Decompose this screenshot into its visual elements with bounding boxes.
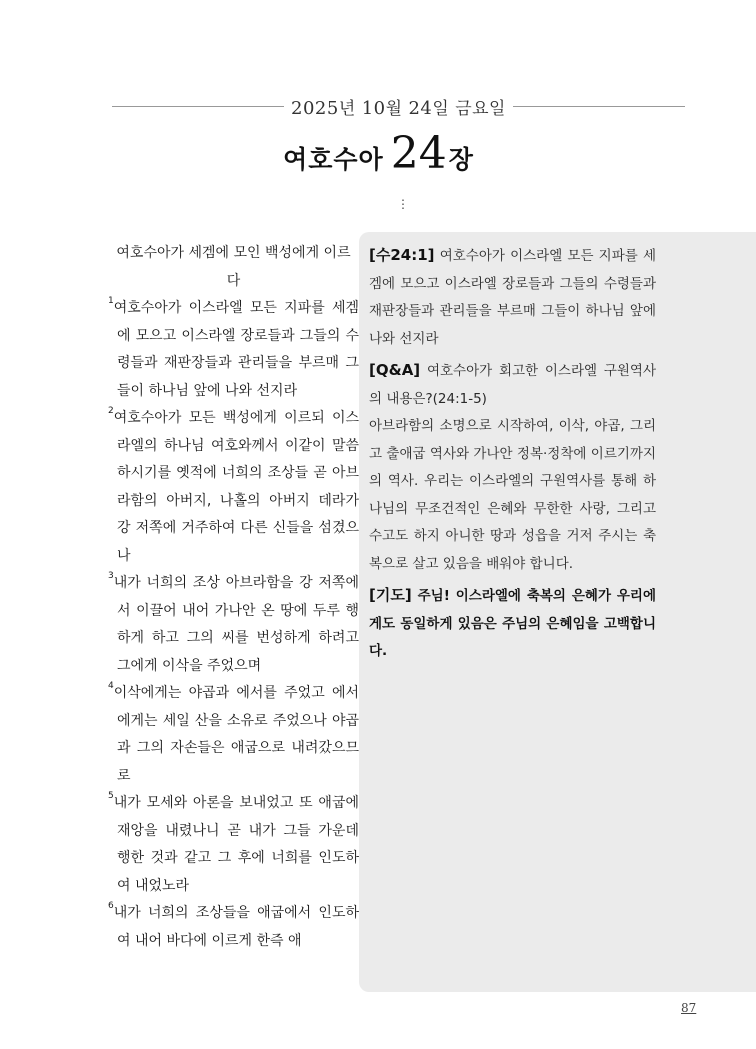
date-text: 2025년 10월 24일 금요일 bbox=[291, 98, 506, 119]
section-heading: 여호수아가 세겜에 모인 백성에게 이르다 bbox=[116, 245, 351, 289]
date-header bbox=[112, 94, 685, 118]
chapter-number: 24 bbox=[390, 128, 447, 179]
prayer-section bbox=[369, 582, 656, 666]
memory-verse-text: 여호수아가 이스라엘 모든 지파를 세겜에 모으고 이스라엘 장로들과 그들의 수령들과 재판장들과 관리들을 부르매 그들이 하나님 앞에 나와 선지라 bbox=[369, 248, 657, 347]
qa-answer: 아브라함의 소명으로 시작하여, 이삭, 야곱, 그리고 출애굽 역사와 가나안 정복·정착에 이르기까지의 역사. 우리는 이스라엘의 구원역사를 통해 하나님의 무조건적인 은혜와 무한한 사랑, 그리고 수고도 하지 아니한 땅과 성읍을 거저 주시는 축복으로 살고 있음을 배워야 합니다. bbox=[369, 418, 656, 572]
qa-question: 여호수아가 회고한 이스라엘 구원역사의 내용은?(24:1-5) bbox=[369, 363, 656, 407]
page-title bbox=[0, 128, 756, 179]
memory-verse-tag: [수24:1] bbox=[369, 246, 435, 264]
verse: $^2$여호수아가 모든 백성에게 이르되 이스라엘의 하나님 여호와께서 이같이 말씀하시기를 옛적에 너희의 조상들 곧 아브라함의 아버지, 나홀의 아버지 데라가 강 저쪽에 거주하여 다른 신들을 섬겼으나 bbox=[108, 406, 359, 564]
qa-tag: [Q&A] bbox=[369, 361, 421, 379]
verse: $^6$내가 너희의 조상들을 애굽에서 인도하여 내어 바다에 이르게 한즉 애 bbox=[108, 901, 359, 949]
book-name: 여호수아 bbox=[283, 145, 384, 174]
prayer-text: 주님! 이스라엘에 축복의 은혜가 우리에게도 동일하게 있음은 주님의 은혜임을 고백합니다. bbox=[369, 588, 656, 659]
verse: $^4$이삭에게는 야곱과 에서를 주었고 에서에게는 세일 산을 소유로 주었으나 야곱과 그의 자손들은 애굽으로 내려갔으므로 bbox=[108, 681, 359, 784]
devotion-panel bbox=[359, 232, 756, 992]
scripture-column bbox=[108, 240, 359, 955]
verse: $^1$여호수아가 이스라엘 모든 지파를 세겜에 모으고 이스라엘 장로들과 그들의 수령들과 재판장들과 관리들을 부르매 그들이 하나님 앞에 나와 선지라 bbox=[108, 296, 359, 399]
memory-verse bbox=[369, 242, 656, 353]
page-number: 87 bbox=[681, 1001, 697, 1015]
chapter-unit: 장 bbox=[448, 145, 473, 174]
vertical-ellipsis-icon: ⋮ bbox=[397, 197, 409, 211]
verse: $^5$내가 모세와 아론을 보내었고 또 애굽에 재앙을 내렸나니 곧 내가 그들 가운데 행한 것과 같고 그 후에 너희를 인도하여 내었노라 bbox=[108, 791, 359, 894]
divider-right bbox=[513, 106, 685, 107]
prayer-tag: [기도] bbox=[369, 586, 412, 604]
verse: $^3$내가 너희의 조상 아브라함을 강 저쪽에서 이끌어 내어 가나안 온 땅에 두루 행하게 하고 그의 씨를 번성하게 하려고 그에게 이삭을 주었으며 bbox=[108, 571, 359, 674]
qa-section bbox=[369, 357, 656, 578]
